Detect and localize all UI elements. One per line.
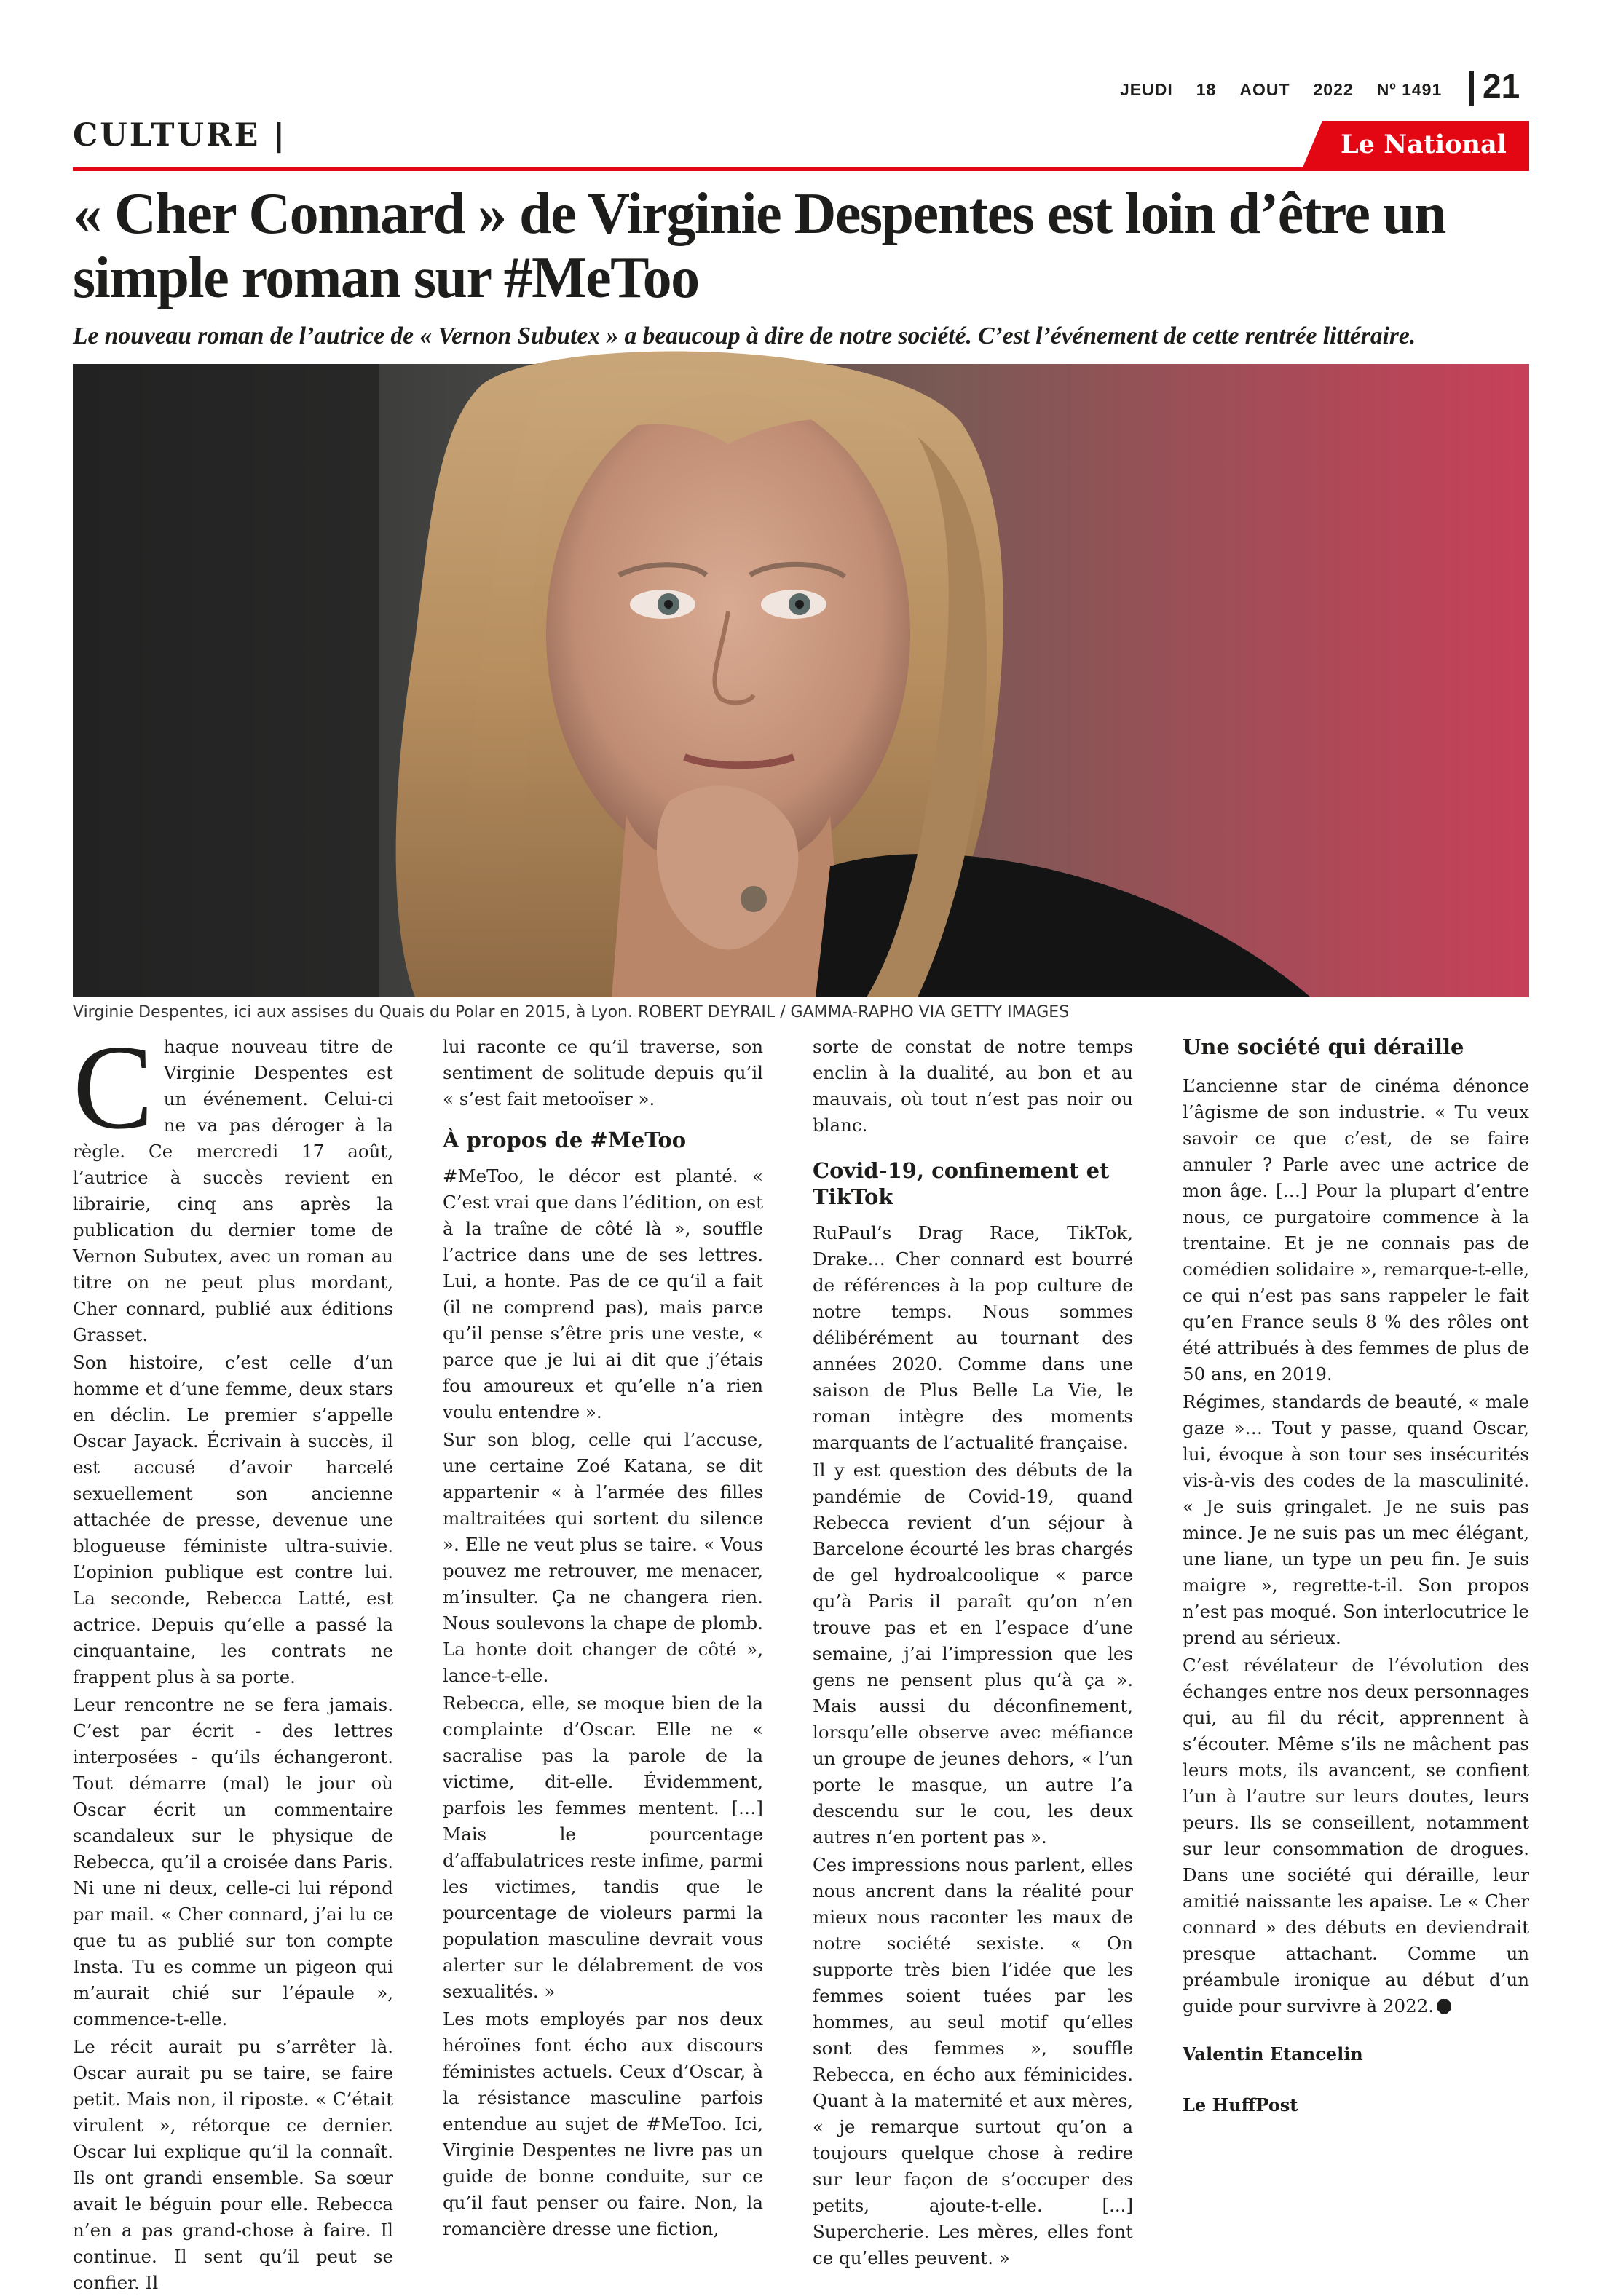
brand-name: Le National: [1341, 130, 1507, 159]
page-number: 21: [1483, 67, 1520, 105]
body-paragraph: Son histoire, c’est celle d’un homme et d’une femme, deux stars en déclin. Le premier s’appelle Oscar Jayack. Écrivain à succès, il est accusé d’avoir harcelé sexuellement son ancienne attachée de presse, devenue une blogueuse féministe ultra-suivie. L’opinion publique est contre lui. La seconde, Rebecca Latté, est actrice. Depuis qu’elle a passé la cinquantaine, les contrats ne frappent plus à sa porte.: [73, 1352, 393, 1687]
body-paragraph: sorte de constat de notre temps enclin à la dualité, au bon et au mauvais, où tout n’est pas noir ou blanc.: [813, 1036, 1133, 1136]
page-number-divider: [1469, 71, 1474, 106]
drop-cap: C: [73, 1020, 154, 1154]
article-column-2: [443, 1034, 763, 2239]
issue-number: Nº 1491: [1376, 80, 1443, 99]
subheading-metoo: À propos de #MeToo: [443, 1128, 687, 1152]
body-paragraph: #MeToo, le décor est planté. « C’est vrai que dans l’édition, on est à la traîne de côté là », souffle l’actrice dans une de ses lettres. Lui, a honte. Pas de ce qu’il a fait (il ne comprend pas), mais parce qu’il pense s’être pris une veste, « parce que je lui ai dit que j’étais fou amoureux et qu’elle n’a rien voulu entendre ».: [443, 1165, 763, 1422]
issue-month: AOUT: [1239, 80, 1290, 99]
subheading-covid: Covid-19, confinement et TikTok: [813, 1158, 1110, 1209]
body-paragraph: Régimes, standards de beauté, « male gaze »… Tout y passe, quand Oscar, lui, évoque à son tour ses insécurités vis-à-vis des codes de la masculinité. « Je suis gringalet. Je ne suis pas mince. Je ne suis pas un mec élégant, une liane, un type un peu fin. Je suis maigre », regrette-t-il. Son propos n’est pas moqué. Son interlocutrice le prend au sérieux.: [1183, 1391, 1529, 1648]
body-paragraph: RuPaul’s Drag Race, TikTok, Drake… Cher connard est bourré de références à la pop culture de notre temps. Nous sommes délibérément au tournant des années 2020. Comme dans une saison de Plus Belle La Vie, le roman intègre des moments marquants de l’actualité française.: [813, 1222, 1133, 1453]
article-headline: « Cher Connard » de Virginie Despentes est loin d’être un simple roman sur #MeToo: [73, 182, 1445, 310]
issue-day: JEUDI: [1120, 80, 1173, 99]
body-paragraph: Le récit aurait pu s’arrêter là. Oscar aurait pu se taire, se faire petit. Mais non, il riposte. « C’était virulent », rétorque ce dernier. Oscar lui explique qu’il la connaît. Ils ont grandi ensemble. Sa sœur avait le béguin pour elle. Rebecca n’en a pas grand-chose à faire. Il continue. Il sent qu’il peut se confier. Il: [73, 2036, 393, 2293]
body-paragraph: Leur rencontre ne se fera jamais. C’est par écrit - des lettres interposées - qu’ils échangeront. Tout démarre (mal) le jour où Oscar écrit un commentaire scandaleux sur le physique de Rebecca, qu’il a croisée dans Paris. Ni une ni deux, celle-ci lui répond par mail. « Cher connard, j’ai lu ce que tu as publié sur ton compte Insta. Tu es comme un pigeon qui m’aurait chié sur l’épaule », commence-t-elle.: [73, 1694, 393, 2030]
body-paragraph: [1183, 1652, 1529, 2019]
article-source: Le HuffPost: [1183, 2094, 1298, 2115]
article-standfirst: Le nouveau roman de l’autrice de « Vernon Subutex » a beaucoup à dire de notre société. C’est l’événement de cette rentrée littéraire.: [73, 322, 1416, 349]
article-column-1: [73, 1020, 393, 2293]
portrait-illustration: [73, 364, 1529, 997]
author-name: Valentin Etancelin: [1183, 2043, 1363, 2065]
closing-text: C’est révélateur de l’évolution des échanges entre nos deux personnages qui, au fil du récit, apprennent à s’écouter. Même s’ils ne mâchent pas leurs mots, ils avancent, se confient l’un à l’autre sur leurs doutes, leurs peurs. Ils se conseillent, notamment sur leur consommation de drogues. Dans une société qui déraille, leur amitié naissante les apaise. Le « Cher connard » des débuts en deviendrait presque attachant. Comme un préambule ironique au début d’un guide pour survivre à 2022.: [1183, 1655, 1529, 2016]
body-paragraph: Rebecca, elle, se moque bien de la complainte d’Oscar. Elle ne « sacralise pas la parole de la victime, dit-elle. Évidemment, parfois les femmes mentent. […] Mais le pourcentage d’affabulatrices reste infime, parmi les victimes, tandis que le pourcentage de violeurs parmi la population masculine devrait vous alerter sur le délabrement de vos sexualités. »: [443, 1693, 763, 2002]
intro-text: haque nouveau titre de Virginie Despentes est un événement. Celui-ci ne va pas déroger à la règle. Ce mercredi 17 août, l’autrice à succès revient en librairie, cinq ans après la publication du dernier tome de Vernon Subutex, avec un roman au titre on ne peut plus mordant, Cher connard, publié aux éditions Grasset.: [73, 1036, 393, 1345]
body-paragraph: Ces impressions nous parlent, elles nous ancrent dans la réalité pour mieux nous raconter les maux de notre société sexiste. « On supporte très bien l’idée que les femmes soient tuées par les hommes, au seul motif qu’elles sont des femmes », souffle Rebecca, en écho aux féminicides. Quant à la maternité et aux mères, « je remarque surtout qu’on a toujours quelque chose à redire sur leur façon de s’occuper des petits, ajoute-t-elle. [...] Supercherie. Les mères, elles font ce qu’elles peuvent. »: [813, 1854, 1133, 2268]
body-paragraph: Sur son blog, celle qui l’accuse, une certaine Zoé Katana, se dit appartenir « à l’armée des filles maltraitées qui sortent du silence ». Elle ne veut plus se taire. « Vous pouvez me retrouver, me menacer, m’insulter. Ça ne changera rien. Nous soulevons la chape de plomb. La honte doit changer de côté », lance-t-elle.: [443, 1429, 763, 1686]
body-paragraph: Les mots employés par nos deux héroïnes font écho aux discours féministes actuels. Ceux d’Oscar, à la résistance masculine parfois entendue au sujet de #MeToo. Ici, Virginie Despentes ne livre pas un guide de bonne conduite, sur ce qu’il faut penser ou faire. Non, la romancière dresse une fiction,: [443, 2008, 763, 2239]
photo-caption: Virginie Despentes, ici aux assises du Quais du Polar en 2015, à Lyon. ROBERT DEYRAIL / GAMMA-RAPHO VIA GETTY IMAGES: [73, 1003, 1070, 1021]
issue-year: 2022: [1313, 80, 1354, 99]
intro-paragraph: [73, 1020, 393, 1348]
article-photo: [73, 364, 1529, 997]
body-paragraph: L’ancienne star de cinéma dénonce l’âgisme de son industrie. « Tu veux savoir ce que c’est, de se faire annuler ? Parle avec une actrice de mon âge. […] Pour la plupart d’entre nous, ce purgatoire commence à la trentaine. Et je ne connais pas de comédien solidaire », remarque-t-elle, ce qui n’est pas sans rappeler le fait qu’en France seuls 8 % des rôles ont été attribués à des femmes de plus de 50 ans, en 2019.: [1183, 1075, 1529, 1385]
end-mark-icon: [1437, 1999, 1451, 2014]
issue-date: 18: [1196, 80, 1217, 99]
article-column-3: [813, 1034, 1133, 2268]
subheading-society: Une société qui déraille: [1183, 1034, 1464, 1059]
body-paragraph: lui raconte ce qu’il traverse, son sentiment de solitude depuis qu’il « s’est fait metooïser ».: [443, 1036, 763, 1109]
body-paragraph: Il y est question des débuts de la pandémie de Covid-19, quand Rebecca revient d’un séjour à Barcelone écourté les bras chargés de gel hydroalcoolique « parce qu’à Paris il paraît qu’on n’en trouve pas et en l’espace d’une semaine, j’ai l’impression que les gens ne pensent plus qu’à ça ». Mais aussi du déconfinement, lorsqu’elle observe avec méfiance un groupe de jeunes dehors, « l’un porte le masque, un autre l’a descendu sur le cou, les deux autres n’en portent pas ».: [813, 1460, 1133, 1848]
section-label: CULTURE |: [73, 117, 288, 154]
article-column-4: [1183, 1034, 1529, 2169]
issue-info: [1120, 80, 1442, 100]
